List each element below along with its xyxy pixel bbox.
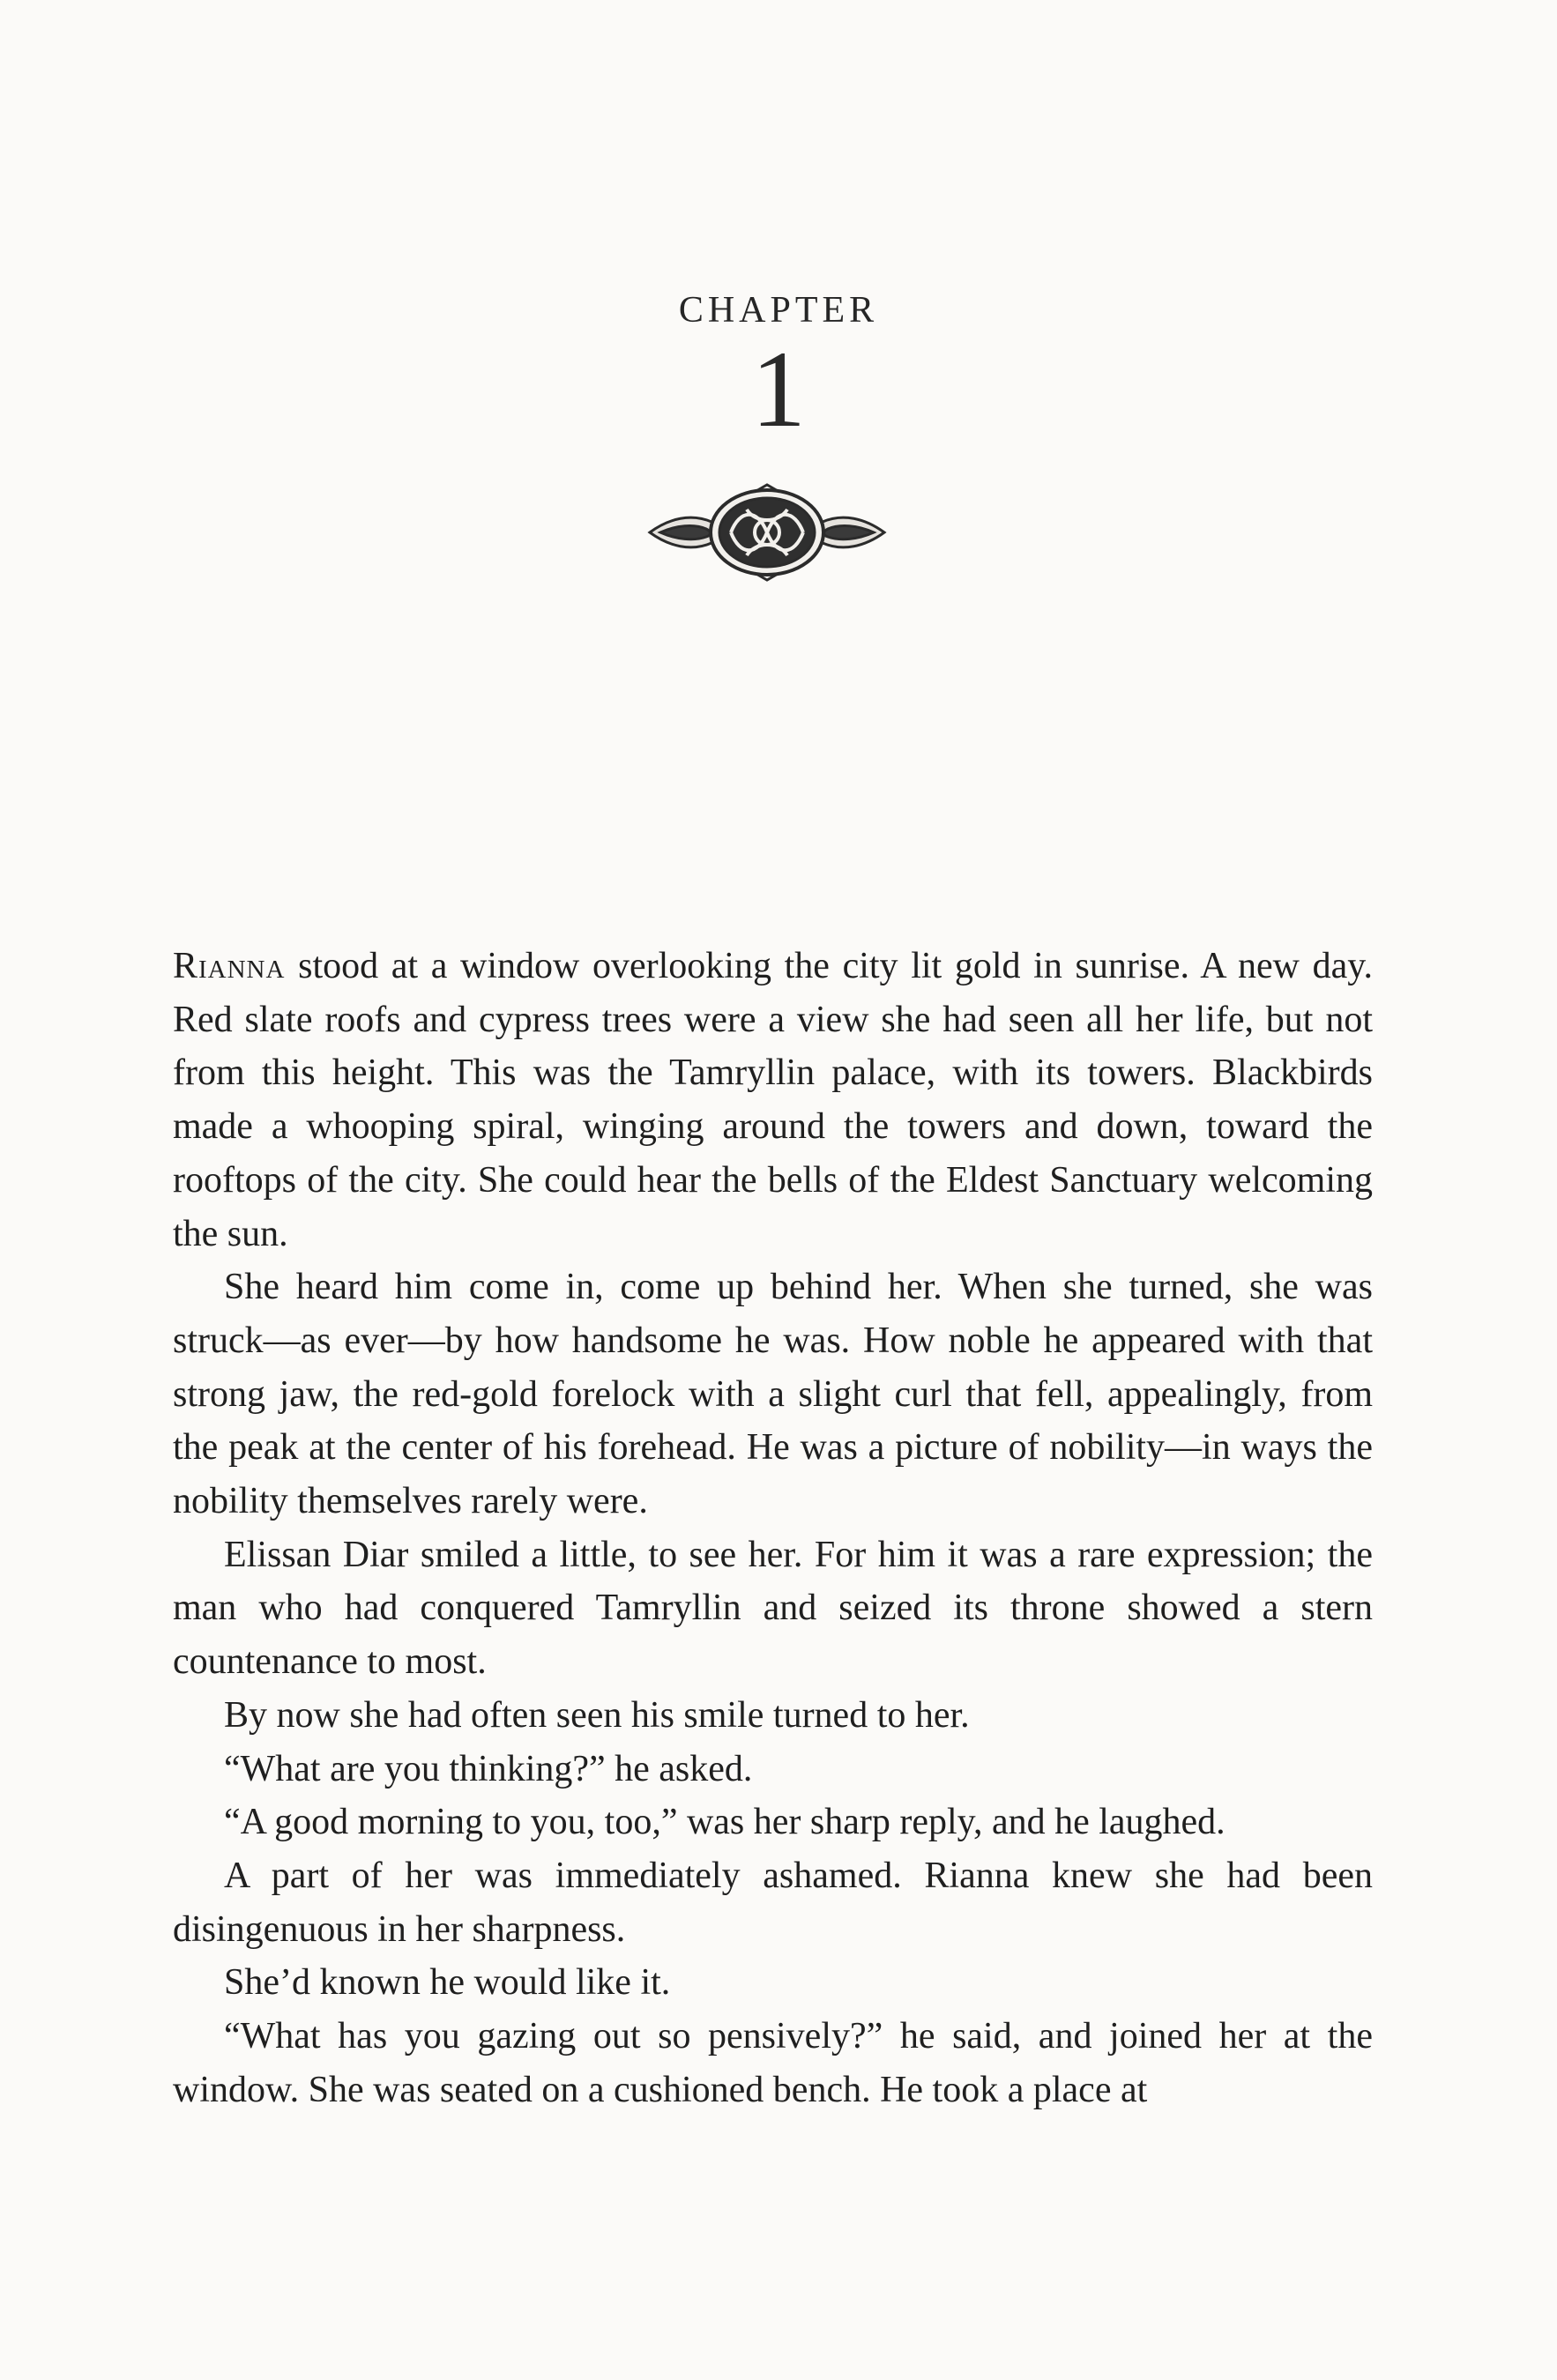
opening-name: Rianna [173, 946, 286, 986]
paragraph: By now she had often seen his smile turned to her. [224, 1694, 970, 1736]
paragraph: A part of her was immediately ashamed. Rianna knew she had been disingenuous in her sharpness. [173, 1855, 1373, 1950]
paragraph: “A good morning to you, too,” was her sharp reply, and he laughed. [224, 1802, 1225, 1843]
chapter-number: 1 [751, 329, 806, 450]
celtic-knot-ornament-icon [643, 483, 891, 582]
chapter-body [173, 940, 1373, 2116]
paragraph: She’d known he would like it. [224, 1962, 671, 2004]
paragraph: Elissan Diar smiled a little, to see her. For him it was a rare expression; the man who had conquered Tamryllin and seized its throne showed a stern countenance to most. [173, 1534, 1373, 1683]
chapter-label: CHAPTER [678, 290, 879, 331]
paragraph: “What are you thinking?” he asked. [224, 1748, 753, 1789]
paragraph: Rianna stood at a window overlooking the city lit gold in sunrise. A new day. Red slate roofs and cypress trees were a view she had seen all her life, but not from this height. This was the Tamryllin palace, with its towers. Blackbirds made a whooping spiral, winging around the towers and down, toward the rooftops of the city. She could hear the bells of the Eldest Sanctuary welcoming the sun. [173, 946, 1373, 1254]
paragraph: “What has you gazing out so pensively?” he said, and joined her at the window. She was seated on a cushioned bench. He took a place at [173, 2016, 1373, 2110]
paragraph: She heard him come in, come up behind her. When she turned, she was struck—as ever—by how handsome he was. How noble he appeared with that strong jaw, the red-gold forelock with a slight curl that fell, appealingly, from the peak at the center of his forehead. He was a picture of nobility—in ways the nobility themselves rarely were. [173, 1267, 1373, 1522]
